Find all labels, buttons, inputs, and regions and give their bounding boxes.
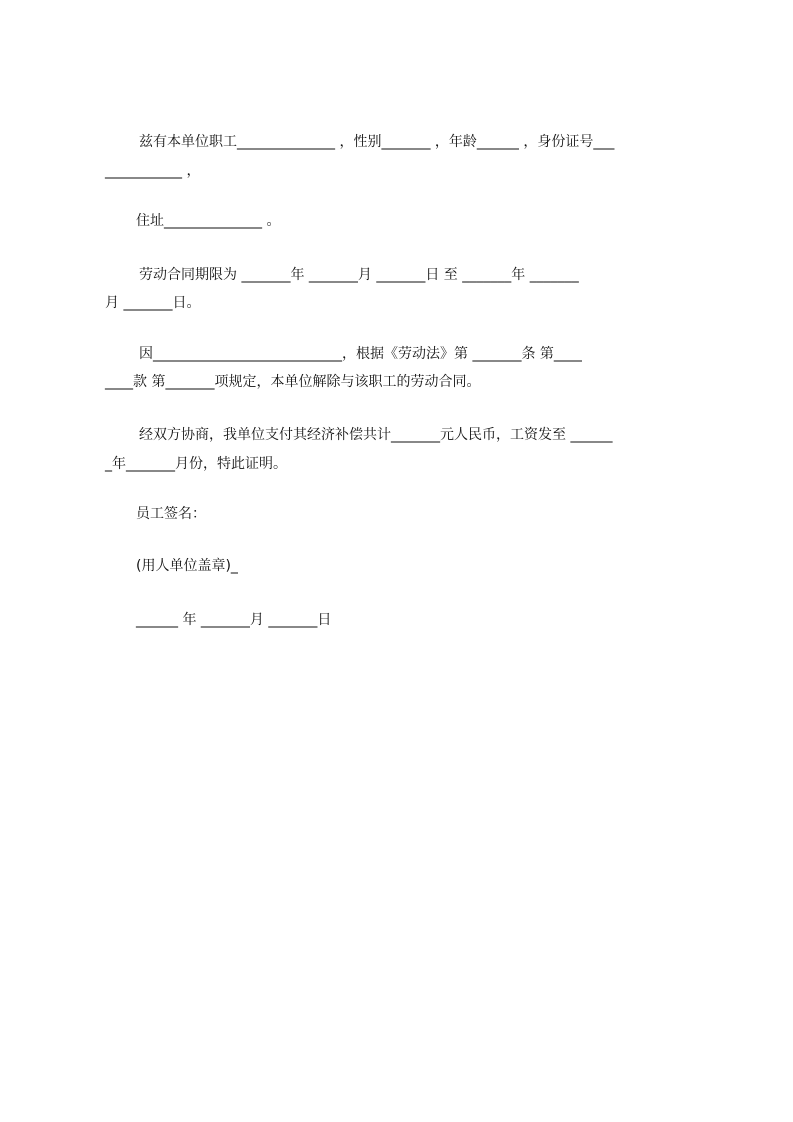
paragraph-2-line-1: 住址______________ 。 [136,213,281,229]
paragraph-1-line-2: ___________ ， [105,163,201,179]
paragraph-5-line-2: _年_______月份，特此证明。 [105,456,287,472]
paragraph-5-line-1: 经双方协商，我单位支付其经济补偿共计_______元人民币，工资发至 ______ [139,427,613,443]
paragraph-4-line-2: ____款 第_______项规定，本单位解除与该职工的劳动合同。 [105,374,481,390]
company-seal-label: (用人单位盖章)_ [136,558,238,574]
paragraph-1-line-1: 兹有本单位职工______________ ，性别_______ ，年龄______ ，身份证号___ [139,134,615,150]
paragraph-3-line-2: 月 _______日。 [105,295,201,311]
employee-signature-label: 员工签名： [136,506,206,522]
paragraph-3-line-1: 劳动合同期限为 _______年 _______月 _______日 至 _______年 _______ [139,267,579,283]
paragraph-4-line-1: 因___________________________，根据《劳动法》第 _______条 第____ [139,346,582,362]
date-line: ______ 年 _______月 _______日 [136,612,332,628]
